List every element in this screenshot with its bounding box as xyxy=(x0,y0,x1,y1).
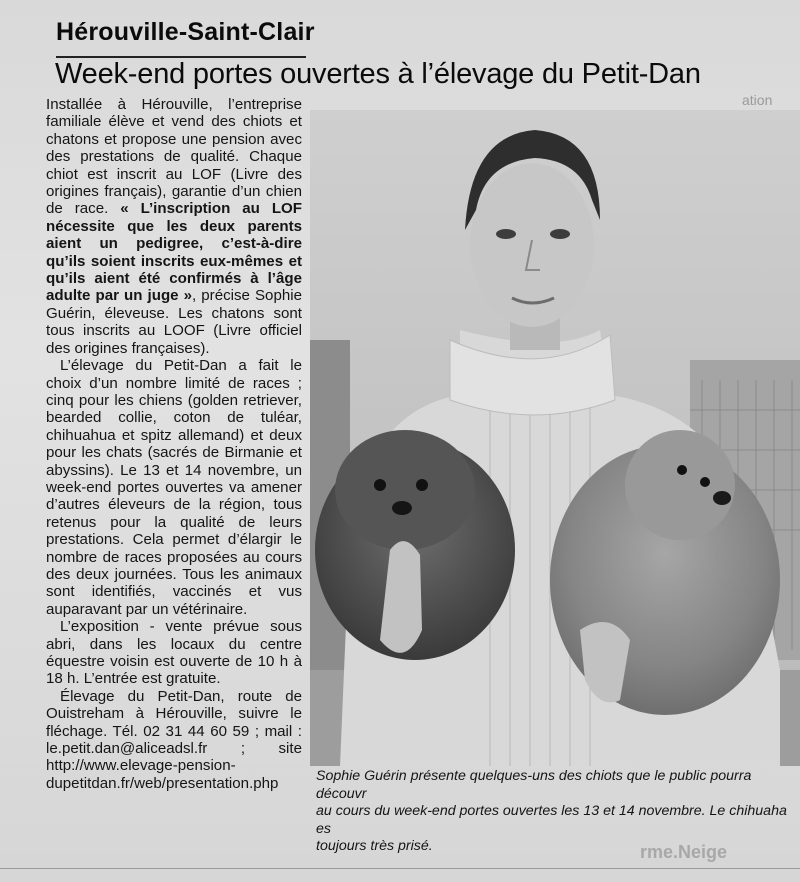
paragraph-1-lead: Installée à Hérouville, l’entreprise familiale élève et vend des chiots et chatons et propose une pension avec des prestations de qualité. Chaque chiot est inscrit au LOF (Livre des origines français), garantie d’un chien de race. xyxy=(46,96,302,218)
article-headline: Week-end portes ouvertes à l’élevage du Petit-Dan xyxy=(55,58,701,90)
article-body xyxy=(46,96,302,792)
bleed-through-text: rme.Neige xyxy=(640,842,728,862)
photo-caption: Sophie Guérin présente quelques-uns des chiots que le public pourra découvr au cours du week-end portes ouvertes les 13 et 14 novembre. Le chihuaha es toujours très prisé. xyxy=(316,768,787,854)
paragraph-3: L’exposition - vente prévue sous abri, dans les locaux du centre équestre voisin est ouverte de 10 h à 18 h. L’entrée est gratuite. xyxy=(46,618,302,688)
photo-woman-with-puppies xyxy=(310,110,800,766)
paragraph-4-contact: Élevage du Petit-Dan, route de Ouistreham à Hérouville, suivre le fléchage. Tél. 02 31 44 60 59 ; mail : le.petit.dan@aliceadsl.fr ; site http://www.elevage-pension-dupetitdan.fr/web/presentation.php xyxy=(46,687,302,792)
breeder-quote: « L’inscription au LOF nécessite que les deux parents aient un pedigree, c’est-à-dire qu’ils soient inscrits eux-mêmes et qu’ils aient été confirmés à l’âge adulte par un juge » xyxy=(46,200,303,305)
page-bottom-rule xyxy=(0,868,800,869)
adjacent-column-fragment: ation xyxy=(742,92,773,108)
paragraph-1-tail: , précise Sophie Guérin, éleveuse. Les chatons sont tous inscrits au LOOF (Livre officiel des origines françaises). xyxy=(46,287,302,357)
locality-heading: Hérouville-Saint-Clair xyxy=(56,18,315,46)
paragraph-1 xyxy=(46,96,302,357)
article-photo xyxy=(310,110,800,766)
paragraph-2: L’élevage du Petit-Dan a fait le choix d’un nombre limité de races ; cinq pour les chiens (golden retriever, bearded collie, coton de tuléar, chihuahua et spitz allemand) et deux pour les chats (sacrés de Birmanie et abyssins). Le 13 et 14 novembre, un week-end portes ouvertes va amener d’autres éleveurs de la région, tous retenus pour la qualité de leurs prestations. Cela permet d’élargir le nombre de races proposées au cours des deux journées. Tous les animaux sont identifiés, vaccinés et vus auparavant par un vétérinaire. xyxy=(46,357,302,618)
